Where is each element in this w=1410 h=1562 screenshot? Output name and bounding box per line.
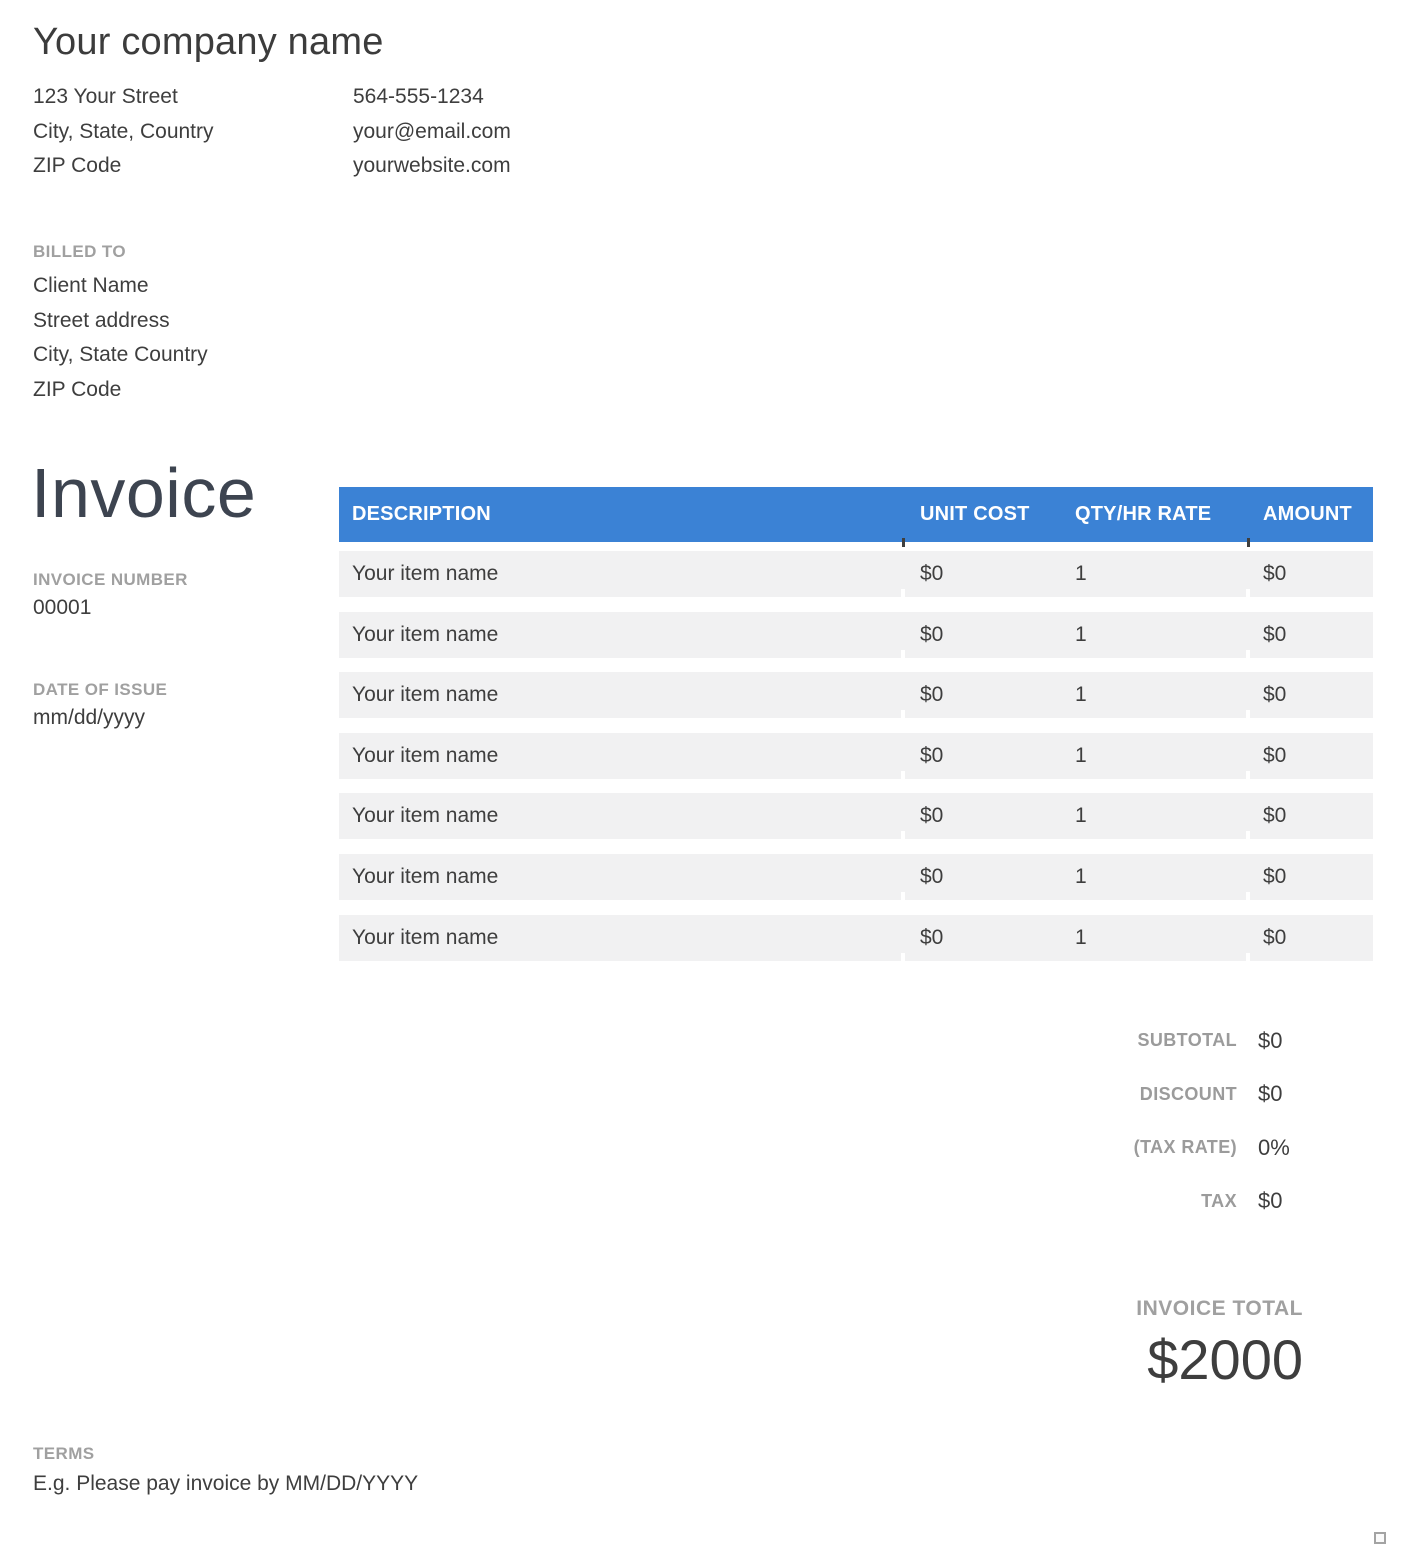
unit-cost-cell: $0 [920, 683, 944, 707]
column-header-unit-cost: UNIT COST [920, 503, 1030, 525]
table-row [339, 551, 1373, 597]
date-of-issue-value: mm/dd/yyyy [33, 706, 146, 729]
terms-text: E.g. Please pay invoice by MM/DD/YYYY [33, 1472, 419, 1495]
row-column-divider [901, 650, 905, 658]
billed-to-block [33, 269, 208, 407]
company-contact [353, 80, 511, 184]
summary-label: TAX [1201, 1190, 1237, 1211]
unit-cost-cell: $0 [920, 622, 944, 646]
row-column-divider [1246, 650, 1250, 658]
summary-row [339, 1121, 1373, 1175]
line-items-table [339, 487, 1373, 975]
company-phone: 564-555-1234 [353, 85, 484, 108]
qty-rate-cell: 1 [1075, 804, 1087, 828]
summary-row [339, 1068, 1373, 1122]
qty-rate-cell: 1 [1075, 683, 1087, 707]
terms-label: TERMS [33, 1444, 95, 1463]
invoice-total-value: $2000 [1147, 1328, 1303, 1391]
row-column-divider [901, 771, 905, 779]
qty-rate-cell: 1 [1075, 864, 1087, 888]
row-column-divider [1246, 831, 1250, 839]
row-column-divider [1246, 892, 1250, 900]
summary-row [339, 1175, 1373, 1229]
unit-cost-cell: $0 [920, 804, 944, 828]
client-zip: ZIP Code [33, 377, 122, 401]
row-column-divider [901, 589, 905, 597]
company-address-line: ZIP Code [33, 154, 122, 178]
item-description-cell: Your item name [352, 622, 499, 646]
header-column-divider [902, 538, 905, 547]
company-address [33, 80, 214, 184]
summary-label: SUBTOTAL [1137, 1030, 1237, 1051]
unit-cost-cell: $0 [920, 925, 944, 949]
table-row [339, 672, 1373, 718]
date-of-issue-label: DATE OF ISSUE [33, 680, 168, 699]
client-name: Client Name [33, 274, 149, 297]
column-header-qty-rate: QTY/HR RATE [1075, 503, 1212, 525]
item-description-cell: Your item name [352, 864, 499, 888]
summary-label: DISCOUNT [1139, 1083, 1237, 1104]
item-description-cell: Your item name [352, 743, 499, 767]
column-header-amount: AMOUNT [1263, 503, 1352, 525]
row-column-divider [1246, 589, 1250, 597]
unit-cost-cell: $0 [920, 562, 944, 585]
qty-rate-cell: 1 [1075, 622, 1087, 646]
company-name: Your company name [33, 21, 384, 63]
amount-cell: $0 [1263, 622, 1287, 646]
invoice-title: Invoice [31, 454, 257, 532]
client-city: City, State Country [33, 343, 208, 367]
company-email: your@email.com [353, 119, 511, 143]
invoice-number-label: INVOICE NUMBER [33, 570, 188, 589]
row-column-divider [901, 831, 905, 839]
row-column-divider [901, 953, 905, 961]
amount-cell: $0 [1263, 683, 1287, 707]
summary-value: 0% [1258, 1134, 1290, 1160]
table-row [339, 733, 1373, 779]
row-column-divider [901, 710, 905, 718]
row-column-divider [901, 892, 905, 900]
invoice-total-block [1136, 1297, 1303, 1392]
row-column-divider [1246, 710, 1250, 718]
qty-rate-cell: 1 [1075, 743, 1087, 767]
amount-cell: $0 [1263, 864, 1287, 888]
row-column-divider [1246, 953, 1250, 961]
table-header-row [339, 487, 1373, 542]
row-column-divider [1246, 771, 1250, 779]
billed-to-label: BILLED TO [33, 242, 127, 261]
company-address-line: City, State, Country [33, 119, 214, 143]
item-description-cell: Your item name [352, 804, 499, 828]
invoice-total-label: INVOICE TOTAL [1136, 1297, 1303, 1320]
amount-cell: $0 [1263, 925, 1287, 949]
table-row [339, 612, 1373, 658]
summary-value: $0 [1258, 1188, 1283, 1214]
summary-block [339, 1014, 1373, 1228]
resize-handle-icon[interactable] [1374, 1532, 1386, 1544]
invoice-table-body [339, 551, 1373, 961]
amount-cell: $0 [1263, 562, 1287, 585]
table-row [339, 854, 1373, 900]
summary-row [339, 1014, 1373, 1068]
invoice-number-value: 00001 [33, 596, 92, 619]
company-website: yourwebsite.com [353, 154, 511, 178]
unit-cost-cell: $0 [920, 864, 944, 888]
summary-value: $0 [1258, 1081, 1283, 1107]
summary-label: (TAX RATE) [1133, 1137, 1237, 1158]
column-header-description: DESCRIPTION [352, 503, 491, 525]
summary-value: $0 [1258, 1027, 1283, 1053]
amount-cell: $0 [1263, 804, 1287, 828]
item-description-cell: Your item name [352, 925, 499, 949]
qty-rate-cell: 1 [1075, 925, 1087, 949]
qty-rate-cell: 1 [1075, 562, 1087, 585]
item-description-cell: Your item name [352, 562, 499, 585]
unit-cost-cell: $0 [920, 743, 944, 767]
amount-cell: $0 [1263, 743, 1287, 767]
company-address-line: 123 Your Street [33, 85, 178, 108]
table-row [339, 793, 1373, 839]
client-street: Street address [33, 308, 170, 332]
header-column-divider [1247, 538, 1250, 547]
table-row [339, 915, 1373, 961]
item-description-cell: Your item name [352, 683, 499, 707]
